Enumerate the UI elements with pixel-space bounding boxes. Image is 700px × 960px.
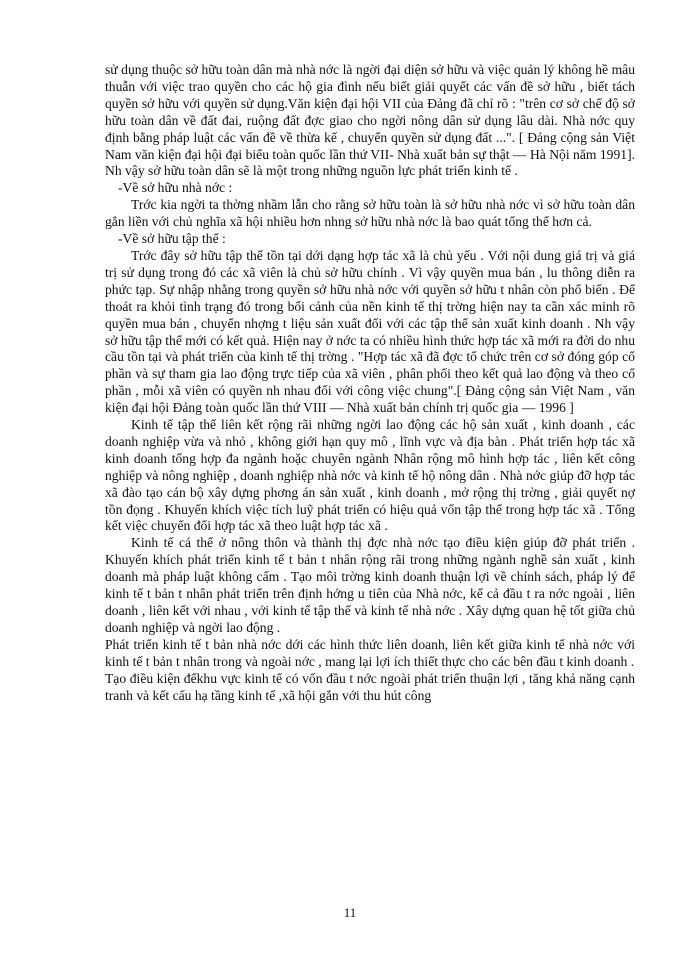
paragraph-collective-ownership: Trớc đây sở hữu tập thể tồn tại dới dạng hợp tác xã là chủ yếu . Với nội dung giá trị và giá trị sử dụng trong đó các xã viên là chủ sở hữu chính . Vì vậy quyền mua bán , lu thông diễn ra phức tạp. Sự nhập nhằng trong quyền sở hữu nhà nớc với quyền sở hữu t nhân còn phổ biến . Để thoát ra khỏi tình trạng đó trong bối cảnh của nền kinh tế thị trờng hiện nay ta cần xác minh rõ quyền mua bán , chuyển nhợng t liệu sản xuất đối với các tập thể sản xuất kinh doanh . Nh vậy sở hữu tập thể mới có kết quả. Hiện nay ở nớc ta có nhiều hình thức hợp tác xã mới ra đời do nhu cầu tồn tại và phát triển của kinh tế thị trờng . "Hợp tác xã đã đợc tổ chức trên cơ sở đóng góp cổ phần và sự tham gia lao động trực tiếp của xã viên , phân phối theo kết quả lao động và theo cổ phần , mỗi xã viên có quyền nh nhau đối với công việc chung".[ Đảng cộng sản Việt Nam , văn kiện đại hội Đảng toàn quốc lần thứ VIII — Nhà xuất bản chính trị quốc gia — 1996 ] bbox=[105, 247, 635, 416]
page-number: 11 bbox=[343, 905, 357, 920]
paragraph-collective-economy: Kinh tế tập thể liên kết rộng rãi những ngời lao động các hộ sản xuất , kinh doanh , các doanh nghiệp vừa và nhỏ , không giới hạn quy mô , lĩnh vực và địa bàn . Phát triển hợp tác xã kinh doanh tổng hợp đa ngành hoặc chuyên ngành Nhân rộng mô hình hợp tác , liên kết công nghiệp và nông nghiệp , doanh nghiệp nhà nớc và kinh tế hộ nông dân . Nhà nớc giúp đỡ hợp tác xã đào tạo cán bộ xây dựng phơng án sản xuất , kinh doanh , mở rộng thị trờng , giải quyết nợ tồn đọng . Khuyến khích việc tích luỹ phát triển có hiệu quả vốn tập thể trong hợp tác xã . Tổng kết việc chuyển đổi hợp tác xã theo luật hợp tác xã . bbox=[105, 417, 635, 534]
paragraph-foreign-investment: Tạo điều kiện đểkhu vực kinh tế có vốn đầu t nớc ngoài phát triển thuận lợi , tăng khả năng cạnh tranh và kết cấu hạ tầng kinh tế ,xã hội gắn với thu hút công bbox=[105, 670, 635, 703]
heading-state-ownership: -Về sở hữu nhà nớc : bbox=[118, 180, 233, 196]
paragraph-individual-economy: Kinh tế cá thể ở nông thôn và thành thị đợc nhà nớc tạo điều kiện giúp đỡ phát triển . Khuyến khích phát triển kinh tế t bản t nhân rộng rãi trong những ngành nghề sản xuất , kinh doanh mà pháp luật không cấm . Tạo môi trờng kinh doanh thuận lợi về chính sách, pháp lý để kinh tế t bản t nhân phát triển trên định hớng u tiên của Nhà nớc, kể cả đầu t ra nớc ngoài , liên doanh , liên kết với nhau , với kinh tế tập thể và kinh tế nhà nớc . Xây dựng quan hệ tốt giữa chủ doanh nghiệp và ngời lao động . bbox=[105, 535, 635, 635]
paragraph-ownership-intro: sử dụng thuộc sở hữu toàn dân mà nhà nớc là ngời đại diện sở hữu và việc quản lý không hề mâu thuẫn với việc trao quyền cho các hộ gia đình nếu biết giải quyết các vấn đề sở hữu , biết tách quyền sở hữu với quyền sử dụng.Văn kiện đại hội VII của Đảng đã chỉ rõ : "trên cơ sở chế độ sở hữu toàn dân về đất đai, ruộng đất đợc giao cho ngời nông dân sử dụng lâu dài. Nhà nớc quy định bằng pháp luật các vấn đề về thừa kế , chuyển quyền sử dụng đất ...". [ Đảng cộng sản Việt Nam văn kiện đại hội đại biểu toàn quốc lần thứ VII- Nhà xuất bản sự thật — Hà Nội năm 1991]. Nh vậy sở hữu toàn dân sẽ là một trong những nguồn lực phát triển kinh tế . bbox=[105, 62, 635, 179]
body-text bbox=[105, 62, 635, 704]
paragraph-state-ownership: Trớc kia ngời ta thờng nhầm lẫn cho rằng sở hữu toàn là sở hữu nhà nớc vì sở hữu toàn dân gắn liền với chủ nghĩa xã hội nhiều hơn nhng sở hữu nhà nớc là bao quát tổng thể hơn cả. bbox=[105, 197, 635, 230]
paragraph-state-capitalism: Phát triển kinh tế t bản nhà nớc dới các hình thức liên doanh, liên kết giữa kinh tế nhà nớc với kinh tế t bản t nhân trong và ngoài nớc , mang lại lợi ích thiết thực cho các bên đầu t kinh doanh . bbox=[105, 636, 635, 669]
heading-collective-ownership: -Về sở hữu tập thể : bbox=[118, 231, 226, 247]
